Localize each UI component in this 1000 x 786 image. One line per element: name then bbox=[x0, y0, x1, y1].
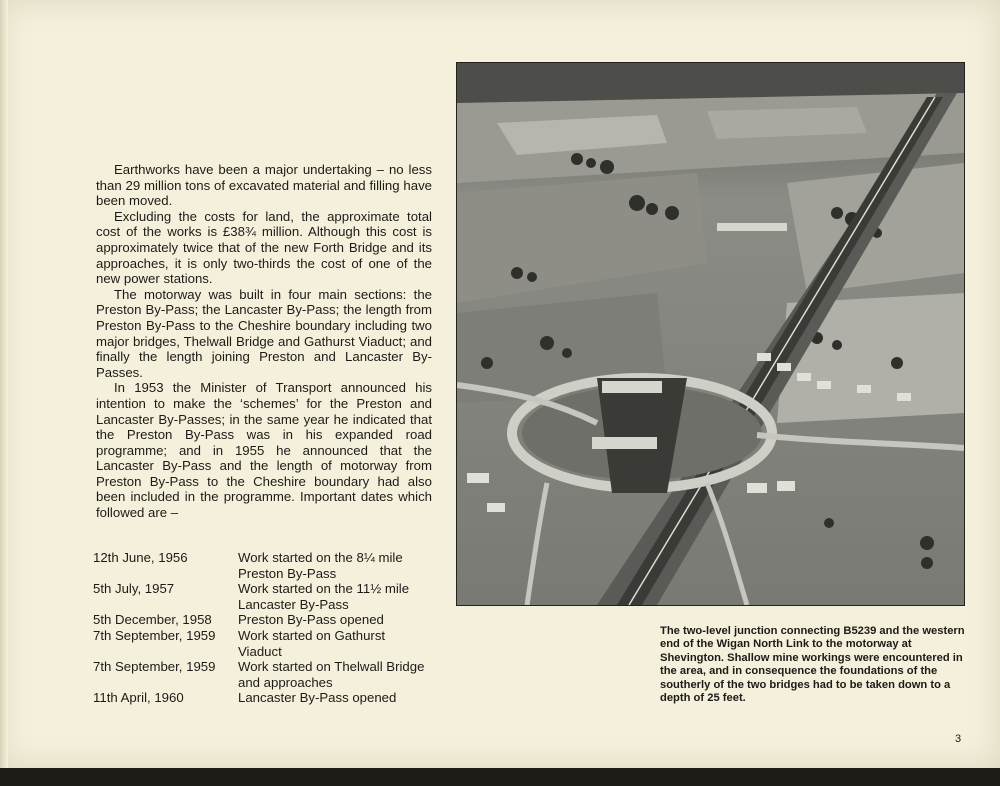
date: 7th September, 1959 bbox=[93, 627, 216, 643]
important-dates-list bbox=[93, 550, 433, 706]
event: Work started on the 8¼ mile Preston By-Pass bbox=[238, 550, 403, 581]
date-row bbox=[93, 628, 433, 659]
aerial-photo-motorway-junction bbox=[456, 62, 965, 606]
date-row bbox=[93, 581, 433, 612]
paragraph-cost: Excluding the costs for land, the approximate total cost of the works is £38¾ million. Although this cost is approximately twice that of the new Forth Bridge and its approaches, it is only two-thirds the cost of one of the new power stations. bbox=[96, 208, 432, 287]
event: Preston By-Pass opened bbox=[238, 612, 384, 628]
body-text bbox=[96, 162, 432, 521]
aerial-photo-illustration bbox=[457, 63, 964, 605]
date: 5th December, 1958 bbox=[93, 612, 212, 628]
paragraph-earthworks: Earthworks have been a major undertaking – no less than 29 million tons of excavated material and filling have been moved. bbox=[96, 162, 432, 209]
photo-caption: The two-level junction connecting B5239 and the western end of the Wigan North Link to the motorway at Shevington. Shallow mine workings were encountered in the area, and in consequence the foundations of the southerly of the two bridges had to be taken down to a depth of 25 feet. bbox=[660, 625, 965, 705]
event: Work started on Thelwall Bridge and approaches bbox=[238, 659, 425, 690]
date-row bbox=[93, 690, 433, 706]
date-row bbox=[93, 550, 433, 581]
date: 7th September, 1959 bbox=[93, 659, 216, 675]
date: 5th July, 1957 bbox=[93, 581, 175, 597]
event: Work started on the 11½ mile Lancaster By-Pass bbox=[238, 581, 410, 612]
paragraph-sections: The motorway was built in four main sections: the Preston By-Pass; the Lancaster By-Pass; the length from Preston By-Pass to the Cheshire boundary including two major bridges, Thelwall Bridge and Gathurst Viaduct; and finally the length joining Preston and Lancaster By-Passes. bbox=[96, 286, 432, 380]
date-row bbox=[93, 612, 433, 628]
date: 11th April, 1960 bbox=[93, 690, 184, 706]
paragraph-history: In 1953 the Minister of Transport announced his intention to make the ‘schemes’ for the Preston and Lancaster By-Passes; in the same year he indicated that the Preston By-Pass was in his expanded road programme; and in 1955 he announced that the Lancaster By-Pass and the length of motorway from Preston By-Pass to the Cheshire boundary had also been included in the programme. Important dates which followed are – bbox=[96, 380, 432, 521]
page-number: 3 bbox=[955, 733, 962, 745]
event: Work started on Gathurst Viaduct bbox=[238, 627, 386, 659]
date-row bbox=[93, 659, 433, 690]
event: Lancaster By-Pass opened bbox=[238, 690, 397, 706]
page-edge bbox=[0, 0, 8, 768]
scan-border bbox=[0, 768, 1000, 786]
date: 12th June, 1956 bbox=[93, 550, 188, 565]
